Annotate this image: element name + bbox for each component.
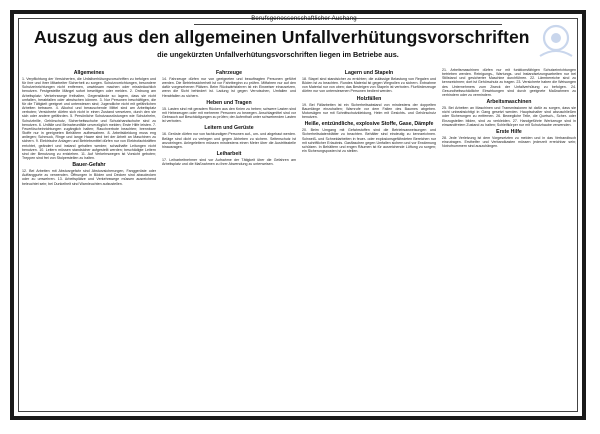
- section-text: 16. Gerüste dürfen nur von fachkundigen Personen auf-, um- und abgebaut werden. Beläge sind dicht zu verlegen und gegen Abheben zu sichern. Seitenschutz ist anzubringen. Anlegeleitern müssen mindestens einen Meter über die Austrittsstelle hinausragen.: [162, 132, 296, 149]
- section-heading: Heben und Tragen: [206, 99, 252, 106]
- section-text: 15. Lasten sind mit geradem Rücken aus den Knien zu heben; schwere Lasten sind mit Hebezeugen oder mit mehreren Personen zu bewegen. Anschlagmittel sind vor Gebrauch auf Beschädigungen zu prüfen; der Aufenthalt unter schwebenden Lasten ist verboten.: [162, 106, 296, 124]
- section-heading: Lagern und Stapeln: [344, 70, 394, 76]
- section-heading: Heiße, entzündliche, explosive Stoffe, Gase, Dämpfe: [304, 121, 434, 128]
- section-text: 12. Bei Arbeiten mit Absturzgefahr sind Absturzsicherungen, Fanggerüste oder Auffanggurte zu verwenden. Öffnungen in Böden und Decken sind abzudecken oder zu umwehren. 13. Arbeitsplätze und Verkehrswege müssen ausreichend beleuchtet sein; bei Dunkelheit sind Warnleuchten aufzustellen.: [22, 169, 156, 186]
- section-text: 20. Beim Umgang mit Gefahrstoffen sind die Betriebsanweisungen und Sicherheitsdatenblätter zu beachten. Behälter sind eindeutig zu kennzeichnen. Schweiß- und Schneidarbeiten in feuer- oder explosionsgefährdeten Bereichen nur mit schriftlicher Erlaubnis. Gasflaschen gegen Umfallen sichern und vor Erwärmung schützen. In Behältern und engen Räumen ist für ausreichende Lüftung zu sorgen; ein Sicherungsposten ist zu stellen.: [302, 128, 436, 154]
- bg-logo-icon: [534, 18, 578, 62]
- section-text: 14. Fahrzeuge dürfen nur von geeigneten und beauftragten Personen geführt werden. Die Betriebssicherheit ist vor Fahrtbeginn zu prüfen. Mitfahren nur auf den dafür vorgesehenen Plätzen. Beim Rückwärtsfahren ist ein Einweiser einzusetzen, wenn die Sicht behindert ist. Ladung ist gegen Verrutschen, Umfallen und Herabfallen zu sichern.: [162, 77, 296, 98]
- section-text: 19. Bei Fällarbeiten ist ein Sicherheitsabstand von mindestens der doppelten Baumlänge einzuhalten; Warnrufe vor dem Fallen des Baumes abgeben. Motorsägen nur mit Schnittschutzkleidung, Helm mit Gesichts- und Gehörschutz benutzen.: [302, 102, 436, 120]
- section-text: 21. Arbeitsmaschinen dürfen nur mit funktionsfähigen Schutzeinrichtungen betrieben werden. Reinigungs-, Wartungs- und Instandsetzungsarbeiten nur bei Stillstand und gesicherter Maschine durchführen. 22. Lärmbereiche sind zu kennzeichnen; dort ist Gehörschutz zu tragen. 23. Versicherte haben die Weisungen des Unternehmers zum Zweck der Unfallverhütung zu befolgen. 24. Gesundheitsschädliche Einwirkungen sind durch geeignete Maßnahmen zu verhindern oder zu vermindern.: [442, 68, 576, 97]
- section-text: 17. Leiharbeitnehmer sind vor Aufnahme der Tätigkeit über die Gefahren am Arbeitsplatz und die Maßnahmen zu ihrer Abwendung zu unterweisen.: [162, 158, 296, 167]
- section-heading: Allgemeines: [73, 70, 105, 76]
- section-heading: Fahrzeuge: [216, 70, 242, 76]
- column-3: [302, 68, 436, 410]
- column-2: [162, 68, 296, 410]
- poster-title: Auszug aus den allgemeinen Unfallverhütungsvorschriften: [34, 27, 530, 47]
- section-heading: Bauer-Gefahr: [72, 162, 106, 169]
- section-heading: Leitern und Gerüste: [204, 125, 254, 132]
- section-text: 18. Stapel sind standsicher zu errichten; die zulässige Belastung von Regalen und Böden ist zu beachten. Rundes Material ist gegen Wegrollen zu sichern. Entnahme von Material nur von oben; das Besteigen von Stapeln ist verboten. Flurförderzeuge dürfen nur von unterwiesenen Personen bedient werden.: [302, 77, 436, 94]
- section-text: 25. Bei Arbeiten an Maschinen und Transmissionen ist dafür zu sorgen, dass sie nicht unbeabsichtigt in Gang gesetzt werden. Hauptschalter sind abzuschließen oder Sicherungen zu entfernen. 26. Bewegliche Teile, die Quetsch-, Scher- oder Einzugstellen bilden, sind zu verkleiden. 27. Handgeführte Werkzeuge sind in einwandfreiem Zustand zu halten; Schleifkörper nur mit Schutzhaube verwenden.: [442, 106, 576, 127]
- section-heading: Erste Hilfe: [496, 128, 522, 135]
- section-text: 28. Jede Verletzung ist dem Vorgesetzten zu melden und in das Verbandbuch einzutragen. Ersthelfer und Verbandkasten müssen jederzeit erreichbar sein; Notrufnummern sind auszuhängen.: [442, 135, 576, 149]
- header-rule: [194, 24, 502, 25]
- column-1: [22, 68, 156, 410]
- section-text: 1. Verpflichtung der Versicherten, die Unfallverhütungsvorschriften zu befolgen und für ihre und ihrer Mitarbeiter Sicherheit zu sorgen. Schutzvorrichtungen, besondere Schutzeinrichtungen nicht entfernen, unwirksam machen oder missbräuchlich benutzen. Festgestellte Mängel sofort beseitigen oder melden. 2. Ordnung am Arbeitsplatz: Verkehrswege freihalten, Gegenstände so lagern, dass sie nicht umfallen, herabfallen oder abrutschen können. 3. Nur Personen beschäftigen, die für die Tätigkeit geeignet und unterwiesen sind; Jugendliche nicht mit gefährlichen Arbeiten betrauen. 4. Alkohol und berauschende Mittel sind am Arbeitsplatz verboten; Versicherte dürfen sich nicht in einen Zustand versetzen, durch den sie sich oder andere gefährden. 5. Persönliche Schutzausrüstungen wie Schutzhelm, Schutzbrille, Gehörschutz, Sicherheitsschuhe und Schutzhandschuhe sind zu benutzen. 6. Unfälle und Beinaheunfälle unverzüglich melden; Erste Hilfe leisten. 7. Feuerlöscheinrichtungen zugänglich halten; Rauchverbote beachten; brennbare Stoffe nur in geeigneten Behältern aufbewahren. 8. Arbeitskleidung muss eng anliegen; Schmuck, Ringe und lange Haare sind bei der Arbeit an Maschinen zu sichern. 9. Elektrische Anlagen und Betriebsmittel dürfen nur von Elektrofachkräften errichtet, geändert und instand gehalten werden; schadhafte Leitungen nicht benutzen. 10. Leitern müssen standsicher aufgestellt werden; beschädigte Leitern sind der Benutzung zu entziehen. 11. Auf Verkehrswegen ist Vorsicht geboten; Treppen sind frei von Stolperstellen zu halten.: [22, 77, 156, 160]
- poster-subtitle: die ungekürzten Unfallverhütungsvorschriften liegen im Betriebe aus.: [157, 50, 399, 59]
- poster-frame: [10, 10, 586, 420]
- poster-top-line: Berufsgenossenschaftlicher Aushang: [251, 16, 357, 22]
- section-heading: Leiharbeit: [216, 151, 242, 158]
- section-heading: Holzfällen: [356, 95, 382, 102]
- text-columns: [22, 68, 576, 410]
- section-heading: Arbeitsmaschinen: [486, 99, 532, 106]
- column-4: [442, 68, 576, 410]
